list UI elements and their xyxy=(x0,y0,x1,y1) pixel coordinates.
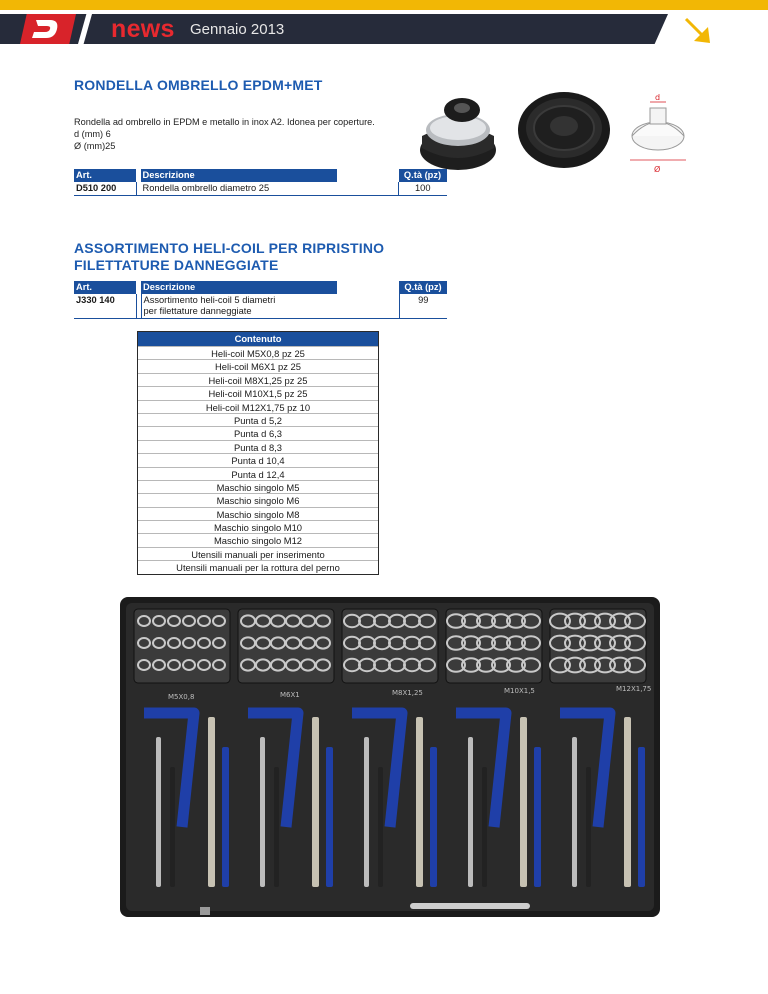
col-desc: Descrizione xyxy=(141,281,337,294)
issue-date: Gennaio 2013 xyxy=(190,21,285,38)
contents-item: Utensili manuali per la rottura del perno xyxy=(138,560,378,573)
contents-item: Punta d 12,4 xyxy=(138,467,378,480)
diagram-d-label: d xyxy=(655,93,661,102)
diagram-diameter-label: Ø xyxy=(654,165,661,174)
section1-description xyxy=(74,116,375,152)
kit-tool xyxy=(520,717,527,887)
contents-item: Heli-coil M10X1,5 pz 25 xyxy=(138,386,378,399)
cell-desc-line1: Assortimento heli-coil 5 diametri xyxy=(143,295,276,305)
col-art: Art. xyxy=(74,169,136,182)
kit-tool xyxy=(312,717,319,887)
contents-item: Maschio singolo M8 xyxy=(138,507,378,520)
cell-art: D510 200 xyxy=(74,182,136,196)
cell-qty: 99 xyxy=(399,294,447,319)
contents-item: Heli-coil M8X1,25 pz 25 xyxy=(138,373,378,386)
contents-list xyxy=(138,346,378,574)
contents-item: Utensili manuali per inserimento xyxy=(138,547,378,560)
section2-title-line1: ASSORTIMENTO HELI-COIL PER RIPRISTINO xyxy=(74,240,385,256)
section1-title: RONDELLA OMBRELLO EPDM+MET xyxy=(74,77,323,93)
table-row xyxy=(74,294,447,319)
kit-size-label: M12X1,75 xyxy=(616,685,652,693)
kit-tool xyxy=(482,767,487,887)
kit-tool xyxy=(638,747,645,887)
kit-tool xyxy=(572,737,577,887)
kit-tool xyxy=(156,737,161,887)
spec-d: d (mm) 6 xyxy=(74,129,111,139)
col-art: Art. xyxy=(74,281,136,294)
header-bar xyxy=(0,14,668,44)
contents-item: Maschio singolo M5 xyxy=(138,480,378,493)
spec-diameter: Ø (mm)25 xyxy=(74,141,116,151)
logo-glyph-icon xyxy=(30,17,62,41)
top-accent-bar xyxy=(0,0,768,10)
contents-item: Maschio singolo M10 xyxy=(138,520,378,533)
washer-product-image xyxy=(418,88,688,176)
contents-item: Punta d 8,3 xyxy=(138,440,378,453)
kit-tool xyxy=(208,717,215,887)
contents-item: Punta d 10,4 xyxy=(138,453,378,466)
kit-size-label: M8X1,25 xyxy=(392,689,423,697)
kit-tool xyxy=(326,747,333,887)
kit-size-label: M10X1,5 xyxy=(504,687,535,695)
kit-tool xyxy=(624,717,631,887)
kit-tool xyxy=(586,767,591,887)
kit-size-label: M5X0,8 xyxy=(168,693,195,701)
newsletter-title: news xyxy=(111,15,175,43)
contents-item: Heli-coil M12X1,75 pz 10 xyxy=(138,400,378,413)
kit-tool xyxy=(222,747,229,887)
kit-tool xyxy=(364,737,369,887)
cell-desc-line2: per filettature danneggiate xyxy=(143,306,252,316)
kit-tool xyxy=(378,767,383,887)
contents-item: Maschio singolo M6 xyxy=(138,493,378,506)
kit-tool xyxy=(170,767,175,887)
kit-tool xyxy=(430,747,437,887)
table-row xyxy=(74,182,447,196)
contents-item: Punta d 6,3 xyxy=(138,426,378,439)
col-desc: Descrizione xyxy=(141,169,337,182)
kit-tool xyxy=(468,737,473,887)
cell-art: J330 140 xyxy=(74,294,136,319)
cell-qty: 100 xyxy=(399,182,447,196)
description-text: Rondella ad ombrello in EPDM e metallo in inox A2. Idonea per coperture. xyxy=(74,117,375,127)
cell-desc xyxy=(141,294,337,319)
section2-title-line2: FILETTATURE DANNEGGIATE xyxy=(74,257,279,273)
kit-tool xyxy=(416,717,423,887)
contents-item: Maschio singolo M12 xyxy=(138,533,378,546)
contents-item: Heli-coil M5X0,8 pz 25 xyxy=(138,346,378,359)
arrow-down-right-icon xyxy=(680,13,716,49)
section2-title xyxy=(74,240,384,274)
contents-table xyxy=(137,331,379,575)
kit-size-label: M6X1 xyxy=(280,691,300,699)
kit-tool xyxy=(534,747,541,887)
col-qty: Q.tà (pz) xyxy=(399,281,447,294)
section1-table xyxy=(74,169,447,196)
section2-table xyxy=(74,281,447,319)
contents-header: Contenuto xyxy=(138,332,378,346)
heli-coil-kit-image xyxy=(120,597,660,917)
kit-tool xyxy=(260,737,265,887)
cell-desc: Rondella ombrello diametro 25 xyxy=(141,182,337,196)
col-qty: Q.tà (pz) xyxy=(399,169,447,182)
kit-tool xyxy=(274,767,279,887)
contents-item: Punta d 5,2 xyxy=(138,413,378,426)
contents-item: Heli-coil M6X1 pz 25 xyxy=(138,359,378,372)
